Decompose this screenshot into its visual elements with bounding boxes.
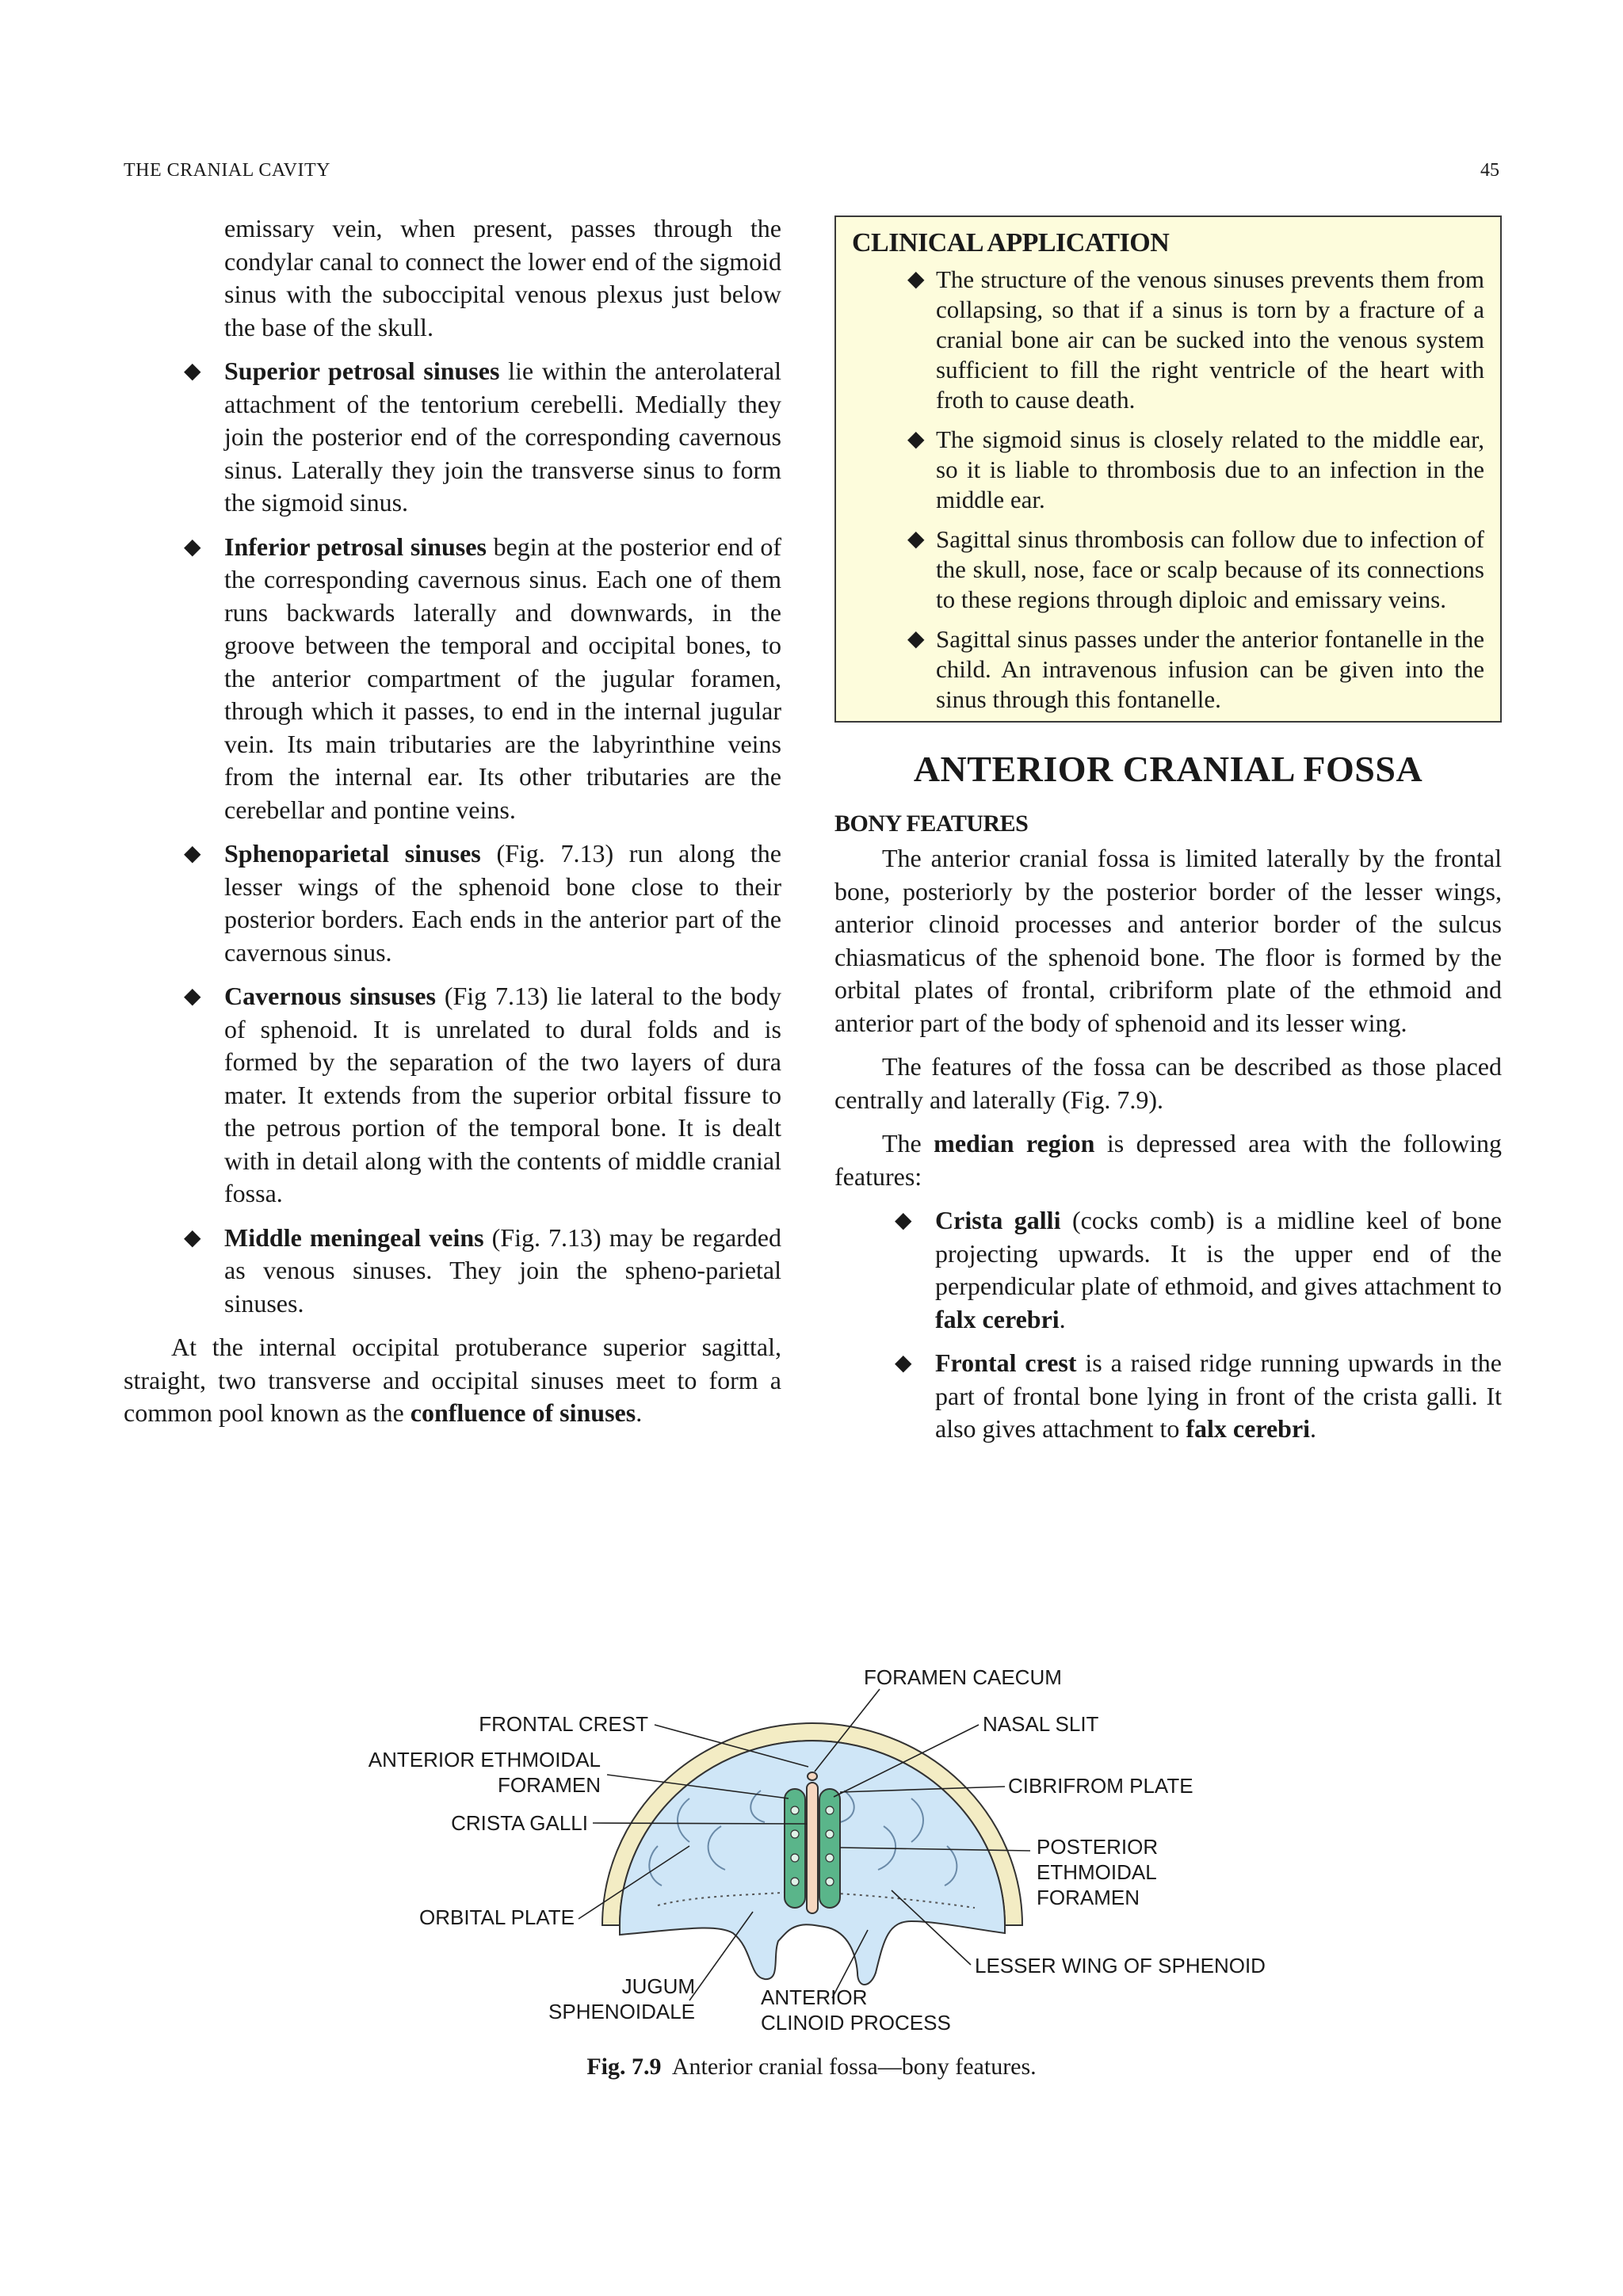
diamond-bullet-icon: ◆	[184, 534, 201, 559]
bullet-term: Sphenoparietal sinuses	[224, 839, 481, 868]
label-sphenoidale: SPHENOIDALE	[548, 2000, 695, 2023]
foramen-caecum-shape	[808, 1772, 817, 1780]
diamond-bullet-icon: ◆	[895, 1351, 912, 1375]
cribriform-foramen	[791, 1854, 799, 1862]
label-nasal-slit: NASAL SLIT	[983, 1712, 1099, 1736]
subsection-heading: BONY FEATURES	[834, 810, 1029, 837]
diamond-bullet-icon: ◆	[184, 1225, 201, 1250]
intro-paragraph: emissary vein, when present, passes through the condylar canal to connect the lower end of the sigmoid sinus with the suboccipital venous plexus just below the base of the skull.	[224, 214, 781, 341]
page-number: 45	[1480, 160, 1499, 181]
bullet-superior-petrosal	[124, 355, 781, 520]
diamond-bullet-icon: ◆	[184, 359, 201, 383]
caption-text: Anterior cranial fossa—bony features.	[671, 2054, 1037, 2080]
right-column	[834, 215, 1502, 1446]
bullet-middle-meningeal	[124, 1222, 781, 1321]
label-ethmoidal: ETHMOIDAL	[1037, 1860, 1157, 1884]
clinical-bullet: ◆ The sigmoid sinus is closely related to the middle ear, so it is liable to thrombosis due to an infection in the middle ear.	[907, 425, 1484, 513]
label-clinoid-process: CLINOID PROCESS	[761, 2011, 951, 2035]
label-jugum: JUGUM	[621, 1974, 695, 1998]
bullet-text: (Fig. 7.13) run along the lesser wings of the sphenoid bone close to their posterior borders. Each ends in the anterior part of the cavernous sinus.	[224, 839, 782, 967]
bullet-inferior-petrosal	[124, 531, 781, 827]
bullet-term: Cavernous sinsuses	[224, 982, 436, 1010]
label-crista-galli: CRISTA GALLI	[451, 1811, 588, 1835]
label-anterior-clinoid: ANTERIOR	[761, 1985, 868, 2009]
confluence-paragraph: At the internal occipital protuberance superior sagittal, straight, two transverse and occipital sinuses meet to form a common pool known as the confluence of sinuses.	[124, 1333, 781, 1427]
body-paragraph: The anterior cranial fossa is limited laterally by the frontal bone, posteriorly by the posterior border of the lesser wings, anterior clinoid processes and anterior border of the sulcus chiasmaticus of the sphenoid bone. The floor is formed by the orbital plates of frontal, cribriform plate of the ethmoid and anterior part of the body of sphenoid and its lesser wing.	[834, 844, 1502, 1037]
bullet-text: lie within the anterolateral attachment of the tentorium cerebelli. Medially they join the posterior end of the corresponding cavernous sinus. Laterally they join the transverse sinus to form the sigmoid sinus.	[224, 357, 781, 517]
cribriform-foramen	[791, 1878, 799, 1886]
cribriform-foramen	[826, 1830, 834, 1838]
bullet-sphenoparietal	[124, 837, 781, 969]
label-posterior: POSTERIOR	[1037, 1835, 1159, 1859]
leader-line	[593, 1823, 807, 1824]
clinical-bullet: ◆ The structure of the venous sinuses prevents them from collapsing, so that if a sinus is torn by a fracture of a cranial bone air can be sucked into the venous system sufficient to fill the right ventricle of the heart with froth to cause death.	[907, 265, 1484, 414]
bullet-text: begin at the posterior end of the corresponding cavernous sinus. Each one of them runs backwards laterally and downwards, in the groove between the temporal and occipital bones, to the anterior compartment of the jugular foramen, through which it passes, to end in the internal jugular vein. Its main tributaries are the labyrinthine veins from the internal ear. Its other tributaries are the cerebellar and pontine veins.	[224, 532, 782, 824]
clinical-heading: CLINICAL APPLICATION	[852, 228, 1170, 257]
clinical-application-box	[834, 215, 1502, 723]
median-region-term: median region	[934, 1129, 1095, 1158]
bullet-term: Superior petrosal sinuses	[224, 357, 500, 385]
clinical-bullet: ◆ Sagittal sinus thrombosis can follow due to infection of the skull, nose, face or scalp because of its connections to these regions through diploic and emissary veins.	[907, 525, 1484, 613]
clinical-bullet: ◆ Sagittal sinus passes under the anterior fontanelle in the child. An intravenous infusion can be given into the sinus through this fontanelle.	[907, 625, 1484, 713]
fossa-diagram	[0, 1640, 1623, 2084]
figure-caption	[0, 2054, 1623, 2081]
caption-label: Fig. 7.9	[586, 2054, 662, 2080]
bullet-text: (Fig 7.13) lie lateral to the body of sphenoid. It is unrelated to dural folds and is formed by the separation of the two layers of dura mater. It extends from the superior orbital fissure to the petrous portion of the temporal bone. It is dealt with in detail along with the contents of middle cranial fossa.	[224, 982, 782, 1207]
cribriform-foramen	[826, 1878, 834, 1886]
label-frontal-crest: FRONTAL CREST	[479, 1712, 648, 1736]
bullet-cavernous	[124, 980, 781, 1211]
bullet-text: (Fig. 7.13) may be regarded as venous sinuses. They join the spheno-parietal sinuses.	[224, 1222, 781, 1318]
crista-galli-shape	[807, 1783, 818, 1913]
label-anterior-ethmoidal: ANTERIOR ETHMOIDAL	[368, 1748, 601, 1772]
diamond-bullet-icon: ◆	[907, 427, 925, 452]
bullet-term: Middle meningeal veins	[224, 1222, 484, 1252]
diamond-bullet-icon: ◆	[907, 527, 925, 551]
body-paragraph: The features of the fossa can be described as those placed centrally and laterally (Fig. 7.9).	[834, 1052, 1502, 1114]
label-foramen-caecum: FORAMEN CAECUM	[864, 1665, 1062, 1689]
cribriform-foramen	[791, 1830, 799, 1838]
bullet-crista-galli: ◆ Crista galli (cocks comb) is a midline keel of bone projecting upwards. It is the upper end of the perpendicular plate of ethmoid, and gives attachment to falx cerebri.	[895, 1206, 1503, 1333]
label-lesser-wing: LESSER WING OF SPHENOID	[975, 1954, 1266, 1978]
running-title: THE CRANIAL CAVITY	[124, 160, 330, 181]
bullet-frontal-crest: ◆ Frontal crest is a raised ridge running upwards in the part of frontal bone lying in front of the crista galli. It also gives attachment to falx cerebri.	[895, 1348, 1503, 1443]
cribriform-foramen	[826, 1854, 834, 1862]
figure-anterior-cranial-fossa	[0, 1640, 1623, 2084]
diamond-bullet-icon: ◆	[907, 267, 925, 292]
confluence-term: confluence of sinuses	[410, 1398, 636, 1427]
bullet-term: Inferior petrosal sinuses	[224, 532, 487, 561]
diamond-bullet-icon: ◆	[907, 627, 925, 651]
diamond-bullet-icon: ◆	[895, 1208, 912, 1233]
label-anterior-ethmoidal-foramen: FORAMEN	[498, 1773, 601, 1797]
diamond-bullet-icon: ◆	[184, 841, 201, 866]
median-region-paragraph: The median region is depressed area with the following features:	[834, 1129, 1503, 1191]
section-title: ANTERIOR CRANIAL FOSSA	[913, 749, 1423, 789]
label-posterior-ethmoidal-foramen: FORAMEN	[1037, 1886, 1140, 1909]
diamond-bullet-icon: ◆	[184, 984, 201, 1009]
label-orbital-plate: ORBITAL PLATE	[418, 1905, 575, 1929]
cribriform-foramen	[791, 1806, 799, 1814]
cribriform-foramen	[826, 1806, 834, 1814]
left-column	[124, 212, 781, 1430]
label-cribriform-plate: CIBRIFROM PLATE	[1008, 1774, 1193, 1798]
